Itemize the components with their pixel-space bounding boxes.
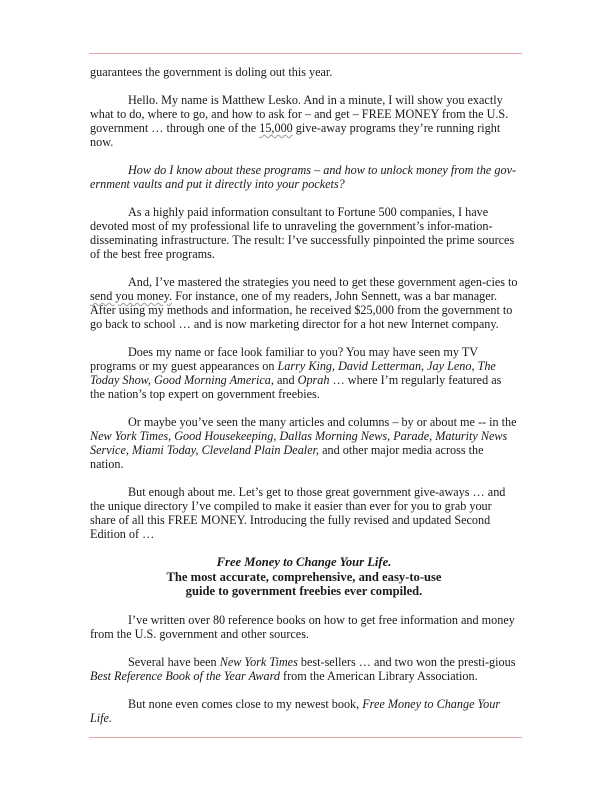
paragraph-introducing: But enough about me. Let’s get to those great government give-aways … and the unique directory I’ve compiled to make it easier than ever for you to grab your share of all this FREE MONEY. Introducing the fully revised and updated Second Edition of … [90, 485, 506, 541]
paragraph-reference-books: I’ve written over 80 reference books on how to get free information and money from the U.S. government and other sources. [90, 612, 515, 641]
paragraph-consultant: As a highly paid information consultant to Fortune 500 companies, I have devoted most of my professional life to unraveling the government’s infor-mation-disseminating infrastructure. The result: I’ve successfully pinpointed the prime sources of the best free programs. [90, 205, 515, 261]
page-body [90, 65, 518, 739]
text-run: Several have been [128, 654, 220, 669]
underlined-number: 15,000 [259, 121, 293, 135]
paragraph-continuation: guarantees the government is doling out this year. [90, 65, 333, 79]
paragraph-newest-book [90, 697, 518, 725]
paragraph-italic-question [90, 163, 518, 191]
top-divider-rule [89, 53, 522, 54]
italic-book-title: Free Money to Change Your Life. [90, 696, 501, 725]
text-run: But none even comes close to my newest book, [128, 696, 363, 711]
italic-question: How do I know about these programs – and how to unlock money from the gov-ernment vaults and put it directly into your pockets? [90, 163, 517, 191]
text-run: give-away programs they’re running right now. [90, 121, 501, 149]
text-run: and other major media across the nation. [90, 443, 484, 471]
text-run: … where I’m regularly featured as the nation’s top expert on government freebies. [90, 373, 502, 401]
paragraph-strategies [90, 275, 518, 331]
italic-publication-list: New York Times, Good Housekeeping, Dallas Morning News, Parade, Maturity News Service, Miami Today, Cleveland Plain Dealer, [90, 429, 508, 457]
italic-show-name: Oprah [297, 373, 330, 387]
text-run: from the American Library Association. [280, 668, 478, 683]
text-run: And, I’ve mastered the strategies you need to get these government agen-cies to [128, 275, 518, 289]
paragraph-media [90, 415, 518, 471]
book-title: Free Money to Change Your Life. [216, 555, 392, 569]
headline-line-2: guide to government freebies ever compiled. [185, 584, 423, 598]
paragraph-intro [90, 93, 518, 149]
italic-publication: New York Times [219, 654, 298, 669]
underlined-phrase: send you money. [90, 289, 173, 303]
text-run: Hello. My name is Matthew Lesko. And in a minute, I will show you exactly what to do, where to go, and how to ask for – and get – FREE MONEY from the U.S. government … through one of the [90, 93, 509, 135]
bottom-divider-rule [89, 737, 522, 738]
text-run: Or maybe you’ve seen the many articles and columns – by or about me -- in the [128, 415, 517, 429]
book-headline [90, 555, 518, 599]
text-run: Does my name or face look familiar to you? You may have seen my TV programs or my guest appearances on [90, 345, 478, 373]
text-run: For instance, one of my readers, John Sennett, was a bar manager. After using my methods and information, he received $25,000 from the government to go back to school … and is now marketing director for a hot new Internet company. [90, 289, 513, 331]
paragraph-bestsellers [90, 655, 518, 683]
italic-show-list: Larry King, David Letterman, Jay Leno, The Today Show, Good Morning America, [90, 359, 496, 387]
text-run: best-sellers … and two won the presti-gious [297, 654, 516, 669]
text-run: and [273, 373, 298, 387]
headline-line-1: The most accurate, comprehensive, and easy-to-use [166, 569, 442, 584]
paragraph-tv-appearances [90, 345, 518, 401]
italic-award: Best Reference Book of the Year Award [90, 668, 280, 683]
